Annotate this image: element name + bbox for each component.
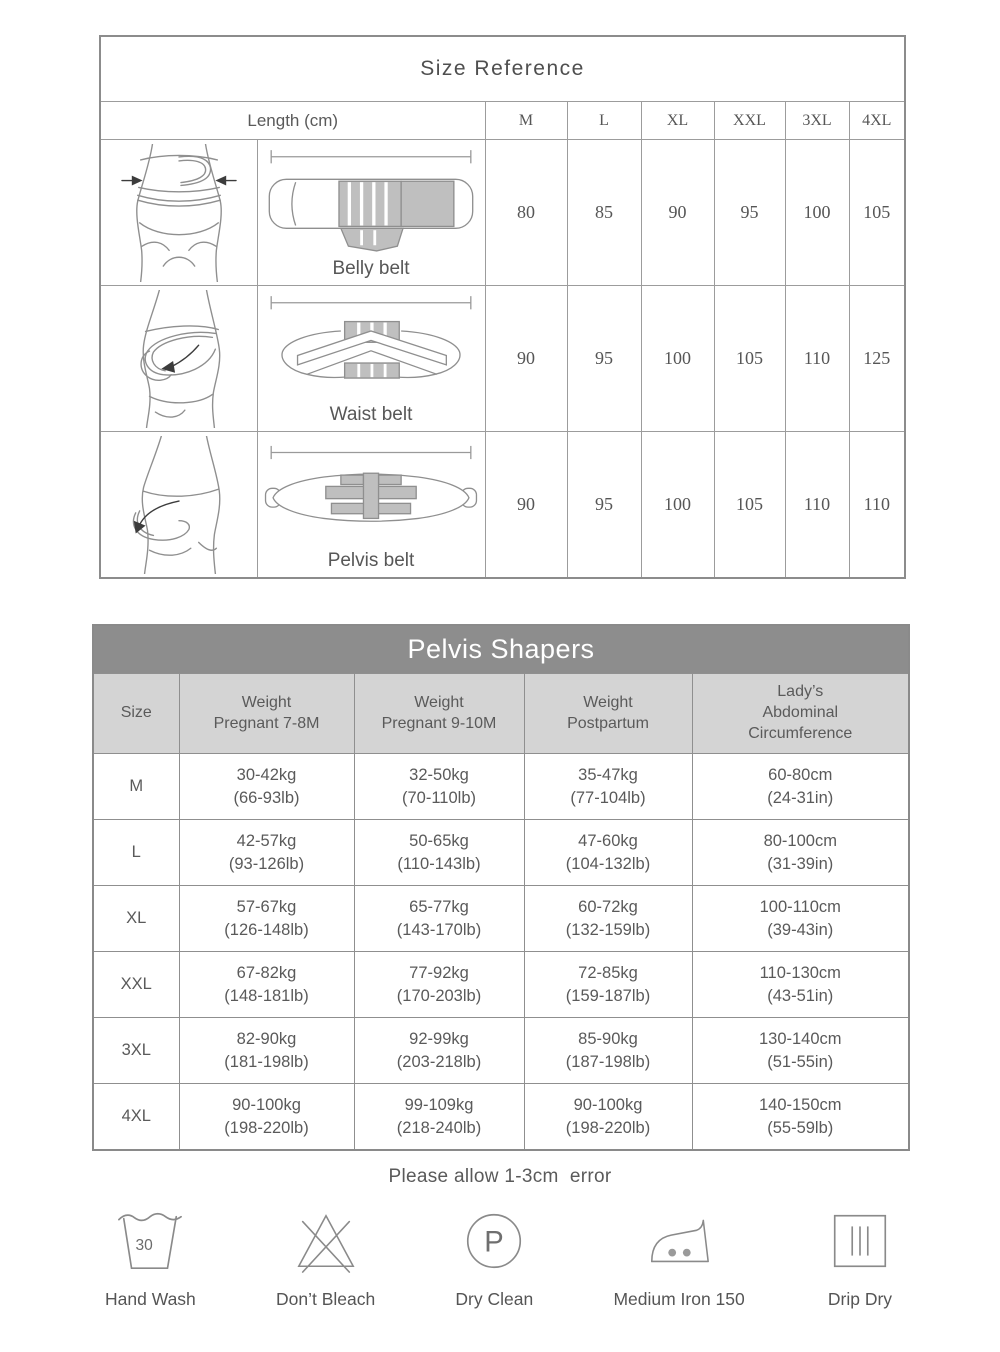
- cell-weight-postpartum: [524, 1084, 692, 1151]
- lb-range: (187-198lb): [565, 1052, 651, 1071]
- side-torso-waist-illustration-icon: [120, 290, 238, 428]
- lb-range: (104-132lb): [565, 854, 651, 873]
- wash-temp-label: 30: [135, 1236, 154, 1254]
- pelvis-belt-value-xxl: 105: [714, 432, 785, 579]
- size-header-m: M: [485, 102, 567, 140]
- kg-range: 67-82kg: [236, 963, 297, 982]
- pelvis-belt-label: Pelvis belt: [327, 550, 415, 571]
- belly-belt-diagram-icon: [258, 145, 484, 257]
- cell-abdominal: [692, 1084, 909, 1151]
- pelvis-shapers-table: [92, 624, 910, 1151]
- in-range: (51-55in): [767, 1052, 834, 1071]
- belly-belt-value-3xl: 100: [785, 140, 849, 286]
- drip-dry-icon: [825, 1206, 895, 1276]
- front-torso-illustration-icon: [120, 144, 238, 282]
- cell-weight-7-8m: [179, 1084, 354, 1151]
- care-label: Hand Wash: [105, 1289, 196, 1309]
- col-header-line: Abdominal: [762, 704, 839, 722]
- care-label: Dry Clean: [455, 1289, 534, 1309]
- kg-range: 65-77kg: [409, 897, 469, 916]
- lb-range: (181-198lb): [224, 1052, 309, 1071]
- cell-weight-postpartum: [524, 754, 692, 820]
- kg-range: 72-85kg: [578, 963, 638, 982]
- waist-belt-value-3xl: 110: [785, 286, 849, 432]
- cell-weight-postpartum: [524, 820, 692, 886]
- cm-range: 140-150cm: [758, 1095, 842, 1114]
- tolerance-note: Please allow 1-3cm error: [388, 1166, 612, 1187]
- in-range: (55-59lb): [767, 1118, 834, 1137]
- col-header-line: Weight: [414, 693, 464, 711]
- care-label: Medium Iron 150: [613, 1289, 745, 1309]
- cm-range: 100-110cm: [759, 897, 841, 916]
- cell-weight-9-10m: [354, 1084, 524, 1151]
- lb-range: (148-181lb): [224, 986, 309, 1005]
- belly-belt-label: Belly belt: [332, 258, 410, 279]
- lb-range: (218-240lb): [396, 1118, 482, 1137]
- shaper-row-xxl: [93, 952, 909, 1018]
- cell-abdominal: [692, 754, 909, 820]
- col-header-abdominal-circumference: [692, 674, 909, 754]
- waist-belt-body-figure: [100, 286, 257, 432]
- in-range: (24-31in): [767, 788, 834, 807]
- cell-abdominal: [692, 886, 909, 952]
- kg-range: 99-109kg: [404, 1095, 474, 1114]
- lb-range: (110-143lb): [397, 854, 481, 873]
- care-instructions-row: [105, 1206, 895, 1310]
- length-header: Length (cm): [100, 102, 485, 140]
- inward-arrow-icons: [122, 175, 236, 185]
- cell-weight-9-10m: [354, 1018, 524, 1084]
- pelvis-belt-row: [100, 432, 905, 579]
- cell-abdominal: [692, 820, 909, 886]
- pelvis-belt-value-3xl: 110: [785, 432, 849, 579]
- col-header-line: Weight: [241, 693, 292, 711]
- waist-belt-value-l: 95: [567, 286, 641, 432]
- lb-range: (126-148lb): [224, 920, 309, 939]
- medium-iron-icon: [644, 1206, 714, 1276]
- row-size: 3XL: [93, 1018, 179, 1084]
- kg-range: 42-57kg: [236, 831, 297, 850]
- kg-range: 92-99kg: [409, 1029, 469, 1048]
- lb-range: (203-218lb): [396, 1052, 482, 1071]
- cell-weight-9-10m: [354, 820, 524, 886]
- waist-belt-value-xxl: 105: [714, 286, 785, 432]
- kg-range: 60-72kg: [578, 897, 638, 916]
- lb-range: (198-220lb): [224, 1118, 309, 1137]
- belly-belt-value-xl: 90: [641, 140, 714, 286]
- pelvis-shapers-title: Pelvis Shapers: [93, 625, 909, 674]
- pelvis-belt-value-4xl: 110: [849, 432, 905, 579]
- lb-range: (93-126lb): [228, 854, 305, 873]
- care-item-hand-wash: [105, 1206, 196, 1310]
- lb-range: (170-203lb): [396, 986, 482, 1005]
- waist-belt-value-m: 90: [485, 286, 567, 432]
- col-header-weight-postpartum: [524, 674, 692, 754]
- size-header-l: L: [567, 102, 641, 140]
- belly-belt-value-m: 80: [485, 140, 567, 286]
- belly-belt-row: [100, 140, 905, 286]
- lb-range: (66-93lb): [233, 788, 300, 807]
- cell-weight-9-10m: [354, 754, 524, 820]
- cell-weight-7-8m: [179, 952, 354, 1018]
- waist-belt-value-xl: 100: [641, 286, 714, 432]
- col-header-line: Pregnant 7-8M: [213, 714, 320, 732]
- kg-range: 82-90kg: [236, 1029, 297, 1048]
- care-item-medium-iron: [613, 1206, 744, 1310]
- kg-range: 50-65kg: [409, 831, 469, 850]
- kg-range: 90-100kg: [573, 1095, 643, 1114]
- in-range: (31-39in): [767, 854, 834, 873]
- kg-range: 30-42kg: [236, 765, 297, 784]
- waist-belt-label: Waist belt: [329, 404, 413, 425]
- pelvis-belt-value-l: 95: [567, 432, 641, 579]
- col-header-line: Circumference: [748, 724, 853, 742]
- cell-abdominal: [692, 952, 909, 1018]
- cell-weight-7-8m: [179, 820, 354, 886]
- pelvis-belt-value-m: 90: [485, 432, 567, 579]
- side-torso-pelvis-illustration-icon: [120, 436, 238, 574]
- pelvis-shapers-header-row: [93, 674, 909, 754]
- kg-range: 57-67kg: [236, 897, 297, 916]
- kg-range: 90-100kg: [232, 1095, 301, 1114]
- col-header-weight-pregnant-7-8m: [179, 674, 354, 754]
- waist-belt-diagram-icon: [258, 291, 484, 403]
- pelvis-shapers-banner-row: [93, 625, 909, 674]
- col-header-weight-pregnant-9-10m: [354, 674, 524, 754]
- waist-belt-diagram-cell: [257, 286, 485, 432]
- col-header-line: Postpartum: [567, 714, 649, 732]
- kg-range: 85-90kg: [578, 1029, 638, 1048]
- kg-range: 35-47kg: [578, 765, 638, 784]
- row-size: M: [93, 754, 179, 820]
- kg-range: 32-50kg: [409, 765, 469, 784]
- belly-belt-diagram-cell: [257, 140, 485, 286]
- size-header-xxl: XXL: [714, 102, 785, 140]
- cm-range: 130-140cm: [758, 1029, 842, 1048]
- size-header-xl: XL: [641, 102, 714, 140]
- row-size: XL: [93, 886, 179, 952]
- in-range: (39-43in): [767, 920, 834, 939]
- col-header-line: Pregnant 9-10M: [381, 714, 497, 732]
- lb-range: (132-159lb): [565, 920, 651, 939]
- in-range: (43-51in): [767, 986, 834, 1005]
- care-label: Don’t Bleach: [275, 1289, 376, 1309]
- lb-range: (77-104lb): [570, 788, 646, 807]
- cm-range: 80-100cm: [763, 831, 837, 850]
- waist-belt-value-4xl: 125: [849, 286, 905, 432]
- care-item-drip-dry: [825, 1206, 895, 1310]
- lb-range: (143-170lb): [396, 920, 482, 939]
- care-item-dont-bleach: [276, 1206, 375, 1310]
- size-reference-table: [99, 35, 906, 579]
- cell-weight-postpartum: [524, 952, 692, 1018]
- shaper-row-l: [93, 820, 909, 886]
- cm-range: 110-130cm: [759, 963, 841, 982]
- size-reference-title: Size Reference: [100, 36, 905, 102]
- belly-belt-value-l: 85: [567, 140, 641, 286]
- cell-weight-7-8m: [179, 1018, 354, 1084]
- row-size: L: [93, 820, 179, 886]
- belly-belt-value-xxl: 95: [714, 140, 785, 286]
- size-header-4xl: 4XL: [849, 102, 905, 140]
- pelvis-belt-diagram-icon: [258, 437, 484, 549]
- cell-weight-postpartum: [524, 1018, 692, 1084]
- pelvis-belt-body-figure: [100, 432, 257, 579]
- care-item-dry-clean: [455, 1206, 533, 1310]
- care-label: Drip Dry: [827, 1289, 893, 1309]
- belly-belt-value-4xl: 105: [849, 140, 905, 286]
- belly-belt-body-figure: [100, 140, 257, 286]
- col-header-size: Size: [93, 674, 179, 754]
- dry-clean-icon: [459, 1206, 529, 1276]
- cell-weight-9-10m: [354, 952, 524, 1018]
- lb-range: (198-220lb): [565, 1118, 651, 1137]
- pelvis-belt-diagram-cell: [257, 432, 485, 579]
- lb-range: (70-110lb): [402, 788, 476, 807]
- dont-bleach-icon: [291, 1206, 361, 1276]
- shaper-row-xl: [93, 886, 909, 952]
- pelvis-belt-value-xl: 100: [641, 432, 714, 579]
- row-size: 4XL: [93, 1084, 179, 1151]
- size-header-3xl: 3XL: [785, 102, 849, 140]
- lb-range: (159-187lb): [565, 986, 651, 1005]
- shaper-row-m: [93, 754, 909, 820]
- cell-weight-9-10m: [354, 886, 524, 952]
- col-header-line: Lady’s: [777, 683, 824, 701]
- shaper-row-3xl: [93, 1018, 909, 1084]
- kg-range: 77-92kg: [409, 963, 469, 982]
- size-reference-title-row: [100, 36, 905, 102]
- waist-belt-row: [100, 286, 905, 432]
- cell-abdominal: [692, 1018, 909, 1084]
- size-reference-header-row: [100, 102, 905, 140]
- cell-weight-7-8m: [179, 886, 354, 952]
- cell-weight-7-8m: [179, 754, 354, 820]
- col-header-line: Weight: [583, 693, 633, 711]
- cm-range: 60-80cm: [768, 765, 833, 784]
- kg-range: 47-60kg: [578, 831, 638, 850]
- hand-wash-icon: [115, 1206, 185, 1276]
- cell-weight-postpartum: [524, 886, 692, 952]
- shaper-row-4xl: [93, 1084, 909, 1151]
- row-size: XXL: [93, 952, 179, 1018]
- dry-clean-letter: P: [484, 1226, 505, 1259]
